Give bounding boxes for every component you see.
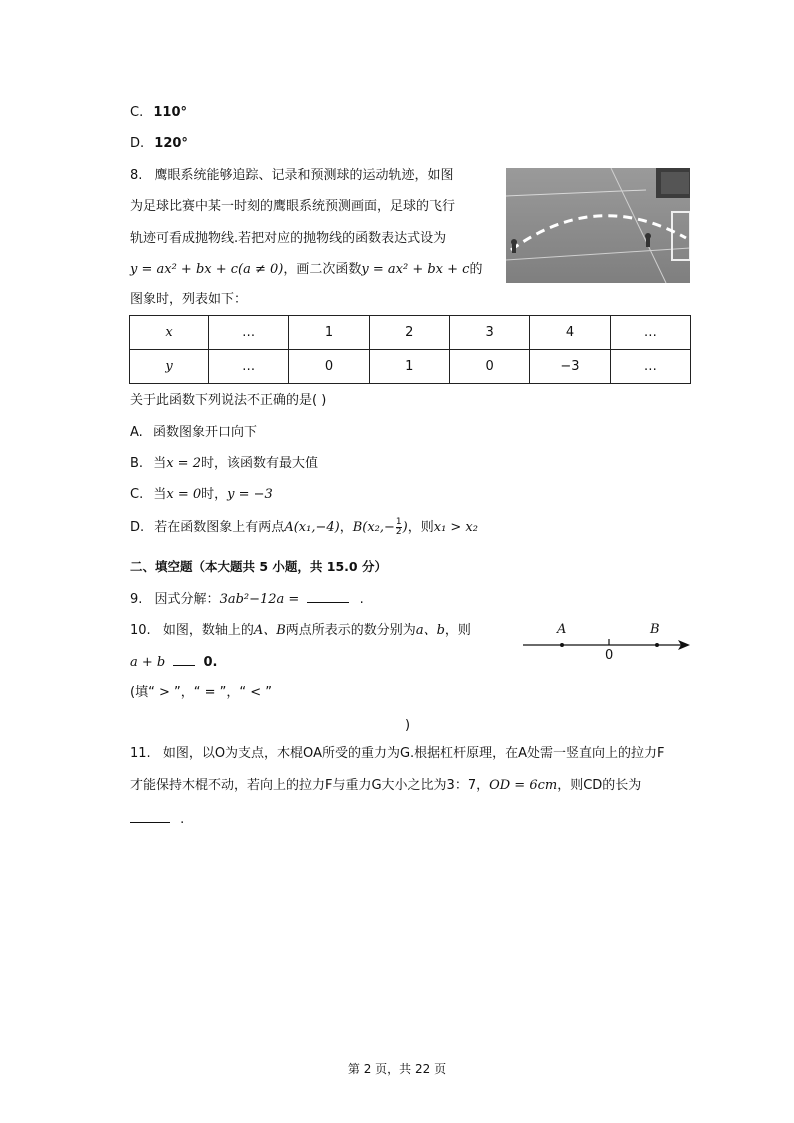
q8-text-1: 鹰眼系统能够追踪、记录和预测球的运动轨迹，如图 <box>154 168 454 183</box>
option-text: 函数图象开口向下 <box>152 425 257 440</box>
question-number: 10. <box>130 623 151 638</box>
period: . <box>180 812 185 827</box>
table-cell: 0 <box>289 350 369 384</box>
q10-text: 两点所表示的数分别为 <box>285 623 416 638</box>
table-cell: y <box>130 350 209 384</box>
q10-close-paren: ) <box>405 718 411 733</box>
point-b-close: ) <box>402 520 408 535</box>
point-a: A(x₁,−4) <box>284 520 340 535</box>
option-letter: A. <box>130 425 143 440</box>
formula: 3ab²−12a = <box>219 592 304 607</box>
fraction-numerator: 1 <box>395 517 402 527</box>
option-letter: B. <box>130 456 144 471</box>
table-cell: … <box>209 316 289 350</box>
numberline-label-a: A <box>557 622 567 637</box>
formula: y = −3 <box>227 487 273 502</box>
option-letter: C. <box>130 487 144 502</box>
table-cell: … <box>610 350 690 384</box>
q8-line1 <box>130 167 454 185</box>
option-text: 若在函数图象上有两点 <box>154 520 285 535</box>
table-row <box>130 316 691 350</box>
formula: x = 0 <box>166 487 202 502</box>
q11-text: 如图，以O为支点，木棍OA所受的重力为G.根据杠杆原理，在A处需一竖直向上的拉力F <box>162 746 665 761</box>
question-number: 11. <box>130 746 151 761</box>
q8-line5: 图象时，列表如下： <box>130 292 248 307</box>
table-cell: … <box>209 350 289 384</box>
q11-text: ，则CD的长为 <box>557 778 642 793</box>
option-c-prev <box>130 104 187 122</box>
q10-line3: (填“ > ”，“ = ”，“ < ” <box>130 685 272 700</box>
separator: ， <box>339 520 353 535</box>
table-row <box>130 350 691 384</box>
value-table <box>129 315 691 384</box>
option-value: 120° <box>154 136 188 151</box>
q10-line1 <box>130 622 471 640</box>
variables: a、b <box>415 623 445 638</box>
q8-line3: 轨迹可看成抛物线.若把对应的抛物线的函数表达式设为 <box>130 231 447 246</box>
answer-blank[interactable] <box>173 653 195 666</box>
formula: OD = 6cm <box>489 778 558 793</box>
table-cell: 0 <box>449 350 529 384</box>
q10-text: 如图，数轴上的 <box>162 623 254 638</box>
option-letter: D. <box>130 136 145 151</box>
fraction <box>396 518 402 537</box>
point-b: B(x₂,− <box>352 520 395 535</box>
option-text: 时， <box>201 487 228 502</box>
table-cell: 4 <box>530 316 610 350</box>
option-text: 时，该函数有最大值 <box>200 456 318 471</box>
table-cell: 1 <box>369 350 449 384</box>
number-line-figure <box>520 618 695 668</box>
option-value: 110° <box>153 105 187 120</box>
q9-text: 因式分解： <box>154 592 220 607</box>
answer-blank[interactable] <box>130 810 170 823</box>
table-cell: x <box>130 316 209 350</box>
option-text: 当 <box>153 456 167 471</box>
page-footer: 第 2 页，共 22 页 <box>347 1062 447 1076</box>
point-labels: A、B <box>253 623 286 638</box>
q10-end: 0. <box>203 655 218 670</box>
option-text: 当 <box>153 487 167 502</box>
q8-text-4-end: 的 <box>469 262 483 277</box>
question-number: 8. <box>130 168 143 183</box>
q8-line4 <box>130 261 482 279</box>
answer-blank[interactable] <box>307 590 349 603</box>
formula: y = ax² + bx + c(a ≠ 0) <box>130 262 284 277</box>
q8-question: 关于此函数下列说法不正确的是( ) <box>130 393 327 408</box>
q8-line2: 为足球比赛中某一时刻的鹰眼系统预测画面，足球的飞行 <box>130 199 456 214</box>
fraction-denominator: 2 <box>395 527 402 537</box>
q11-line1 <box>130 745 665 763</box>
table-cell: 2 <box>369 316 449 350</box>
option-text: ，则 <box>407 520 434 535</box>
option-d-prev <box>130 135 188 153</box>
football-hawkeye-photo <box>506 168 690 283</box>
q8-option-d <box>130 518 478 537</box>
q11-text: 才能保持木棍不动，若向上的拉力F与重力G大小之比为3：7， <box>130 778 490 793</box>
q8-option-c <box>130 486 273 504</box>
q11-line3 <box>130 810 184 829</box>
option-letter: C. <box>130 105 144 120</box>
table-cell: −3 <box>530 350 610 384</box>
formula: x = 2 <box>166 456 201 471</box>
q9-line <box>130 590 364 609</box>
table-cell: 1 <box>289 316 369 350</box>
numberline-label-zero: 0 <box>605 648 614 663</box>
table-cell: 3 <box>449 316 529 350</box>
q8-text-4: ，画二次函数 <box>283 262 362 277</box>
q10-text: ，则 <box>444 623 471 638</box>
question-number: 9. <box>130 592 143 607</box>
formula: a + b <box>130 655 166 670</box>
table-cell: … <box>610 316 690 350</box>
period: . <box>359 592 364 607</box>
q8-option-a <box>130 424 257 442</box>
q10-line2 <box>130 653 218 672</box>
option-letter: D. <box>130 520 145 535</box>
q8-option-b <box>130 455 318 473</box>
numberline-label-b: B <box>650 622 660 637</box>
formula: y = ax² + bx + c <box>361 262 470 277</box>
section-heading: 二、填空题（本大题共 5 小题，共 15.0 分） <box>130 559 387 574</box>
formula: x₁ > x₂ <box>433 520 478 535</box>
q11-line2 <box>130 777 641 795</box>
